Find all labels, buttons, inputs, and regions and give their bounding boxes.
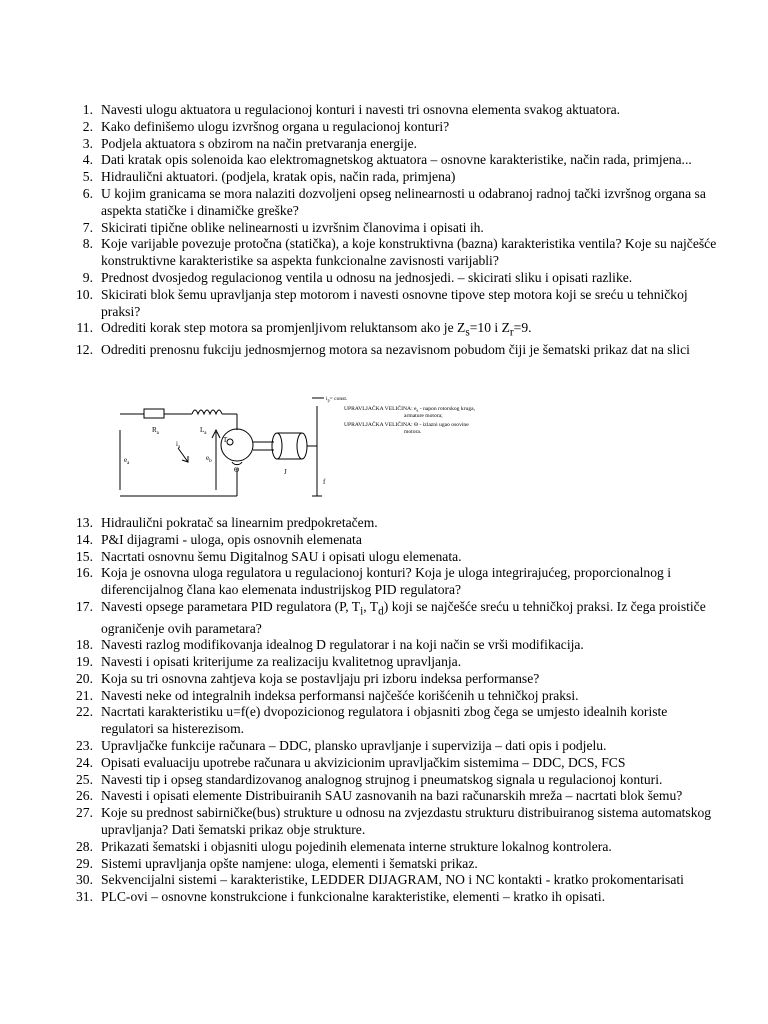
question-text: Navesti ulogu aktuatora u regulacionoj konturi i navesti tri osnovna elementa svakog aktuatora. [101, 102, 621, 117]
question-text: Prednost dvosjedog regulacionog ventila u odnosu na jednosjedi. – skicirati sliku i opisati razlike. [101, 269, 633, 285]
question-text: Dati kratak opis solenoida kao elektromagnetskog aktuatora – osnovne karakteristike, način rada, primjena... [101, 152, 692, 168]
question-item [0, 236, 721, 270]
question-text: Nacrtati karakteristiku u=f(e) dvopozicionog regulatora i objasniti zbog čega se umjesto idealnih koriste regulatori sa histerezisom. [101, 704, 668, 737]
question-number: 28. [76, 838, 93, 854]
question-item [0, 637, 721, 654]
question-item [0, 515, 721, 532]
question-item [0, 287, 721, 321]
question-number: 17. [76, 598, 93, 614]
question-text-part: Navesti opsege parametara PID regulatora (P, T [101, 598, 361, 614]
label-j: J [284, 468, 287, 476]
question-text: Koje varijable povezuje protočna (statička), a koje konstruktivna (bazna) karakteristika ventila? Koje su najčešće konstruktivne karakteristike sa aspekta funkcionalne zavisnosti varijabli? [101, 236, 717, 269]
question-number: 18. [76, 637, 93, 653]
question-list-bottom [0, 515, 721, 906]
subscript: s [465, 327, 470, 340]
question-item [0, 805, 721, 839]
question-number: 20. [76, 670, 93, 686]
question-number: 5. [82, 169, 93, 185]
label-theta: Θ [234, 466, 240, 474]
question-item [0, 654, 721, 671]
subscript: r [509, 327, 514, 340]
question-number: 29. [76, 855, 93, 871]
question-item [0, 102, 721, 119]
question-number: 13. [76, 515, 93, 530]
question-item [0, 872, 721, 889]
question-number: 8. [82, 236, 93, 252]
dc-motor-schematic-svg [112, 390, 542, 512]
question-number: 25. [76, 771, 93, 787]
label-eb: $e_b$ [206, 454, 212, 464]
label-const: $i_p=$ const. [326, 396, 348, 403]
question-number: 4. [82, 152, 93, 168]
question-number: 10. [76, 286, 93, 302]
motor-armature [221, 429, 253, 461]
question-text: Navesti i opisati kriterijume za realizaciju kvalitetnog upravljanja. [101, 654, 462, 670]
question-number: 2. [82, 118, 93, 134]
question-list-top [0, 102, 721, 359]
question-text: Skicirati tipične oblike nelinearnosti u izvršnim članovima i opisati ih. [101, 219, 484, 235]
question-number: 27. [76, 805, 93, 821]
label-control-2: UPRAVLJAČKA VELIČINA: Θ - izlazni ugao osovine [344, 422, 469, 428]
label-control-2-cont: motora. [404, 429, 422, 435]
question-item [0, 342, 721, 359]
question-number: 26. [76, 788, 93, 804]
question-text: P&I dijagrami - uloga, opis osnovnih elemenata [101, 531, 362, 547]
question-item [0, 704, 721, 738]
question-text: Koja su tri osnovna zahtjeva koja se postavljaju pri izboru indeksa performanse? [101, 670, 540, 686]
question-number: 1. [82, 102, 93, 117]
question-number: 3. [82, 135, 93, 151]
question-number: 15. [76, 548, 93, 564]
question-text-part: =9. [513, 320, 532, 336]
question-text: PLC-ovi – osnovne konstrukcione i funkcionalne karakteristike, elementi – kratko ih opisati. [101, 889, 605, 905]
question-item [0, 119, 721, 136]
question-text [101, 599, 721, 637]
question-item [0, 549, 721, 566]
label-ra: $R_a$ [152, 426, 159, 436]
question-item [0, 152, 721, 169]
question-item [0, 772, 721, 789]
question-text: Odrediti prenosnu fukciju jednosmjernog motora sa nezavisnom pobudom čiji je šematski prikaz dat na slici [101, 341, 690, 357]
question-number: 11. [76, 320, 93, 336]
question-number: 19. [76, 654, 93, 670]
question-number: 7. [82, 219, 93, 235]
question-text: Kako definišemo ulogu izvršnog organa u regulacionoj konturi? [101, 118, 450, 134]
question-item [0, 856, 721, 873]
question-text: Navesti neke od integralnih indeksa performansi najčešće korišćenih u tehničkoj praksi. [101, 687, 579, 703]
load-inertia [297, 433, 307, 459]
question-text: U kojim granicama se mora nalaziti dozvoljeni opseg nelinearnosti u odabranoj radnoj tački izvršnog organa sa aspekta statičke i dinamičke greške? [101, 185, 706, 218]
question-item [0, 270, 721, 287]
label-control-1: UPRAVLJAČKA VELIČINA: $e_a$ - napon rotorskog kruga, [344, 406, 475, 413]
question-text: Upravljačke funkcije računara – DDC, plansko upravljanje i supervizija – dati opis i podjelu. [101, 738, 607, 754]
question-text: Nacrtati osnovnu šemu Digitalnog SAU i opisati ulogu elemenata. [101, 548, 462, 564]
question-item [0, 839, 721, 856]
label-ea: $e_a$ [124, 456, 130, 466]
question-item [0, 688, 721, 705]
subscript: d [378, 605, 384, 618]
question-number: 21. [76, 687, 93, 703]
question-item [0, 320, 721, 342]
question-number: 22. [76, 704, 93, 720]
question-item [0, 532, 721, 549]
question-number: 16. [76, 565, 93, 581]
question-item [0, 565, 721, 599]
question-item [0, 220, 721, 237]
question-text-part: ) koji se najčešće sreću u tehničkoj praksi. Iz čega proističe ograničenje ovih parametara? [101, 598, 706, 636]
label-f: f [323, 478, 326, 486]
question-text-part: Odrediti korak step motora sa promjenljivom reluktansom ako je Z [101, 320, 466, 336]
question-number: 12. [76, 341, 93, 357]
question-number: 24. [76, 754, 93, 770]
question-number: 6. [82, 185, 93, 201]
question-text: Koja je osnovna uloga regulatora u regulacionoj konturi? Koja je uloga integrirajućeg, proporcionalnog i diferencijalnog člana kao elemenata industrijskog PID regulatora? [101, 565, 672, 598]
question-text: Prikazati šematski i objasniti ulogu pojedinih elemenata interne strukture lokalnog kontrolera. [101, 838, 612, 854]
question-text: Sistemi upravljanja opšte namjene: uloga, elementi i šematski prikaz. [101, 855, 478, 871]
dc-motor-schematic [112, 390, 542, 512]
question-text: Hidraulični pokratač sa linearnim predpokretačem. [101, 515, 378, 530]
subscript: i [360, 605, 364, 618]
question-text: Navesti razlog modifikovanja idealnog D regulatorar i na koji način se vrši modifikacija. [101, 637, 584, 653]
question-item [0, 889, 721, 906]
question-text: Navesti tip i opseg standardizovanog analognog strujnog i pneumatskog signala u regulacionoj konturi. [101, 771, 663, 787]
question-number: 9. [82, 269, 93, 285]
question-item [0, 169, 721, 186]
question-text-part: =10 i Z [469, 320, 510, 336]
question-item [0, 738, 721, 755]
label-control-1-cont: armature motora; [404, 413, 443, 419]
question-text: Hidraulični aktuatori. (podjela, kratak opis, način rada, primjena) [101, 169, 456, 185]
question-text-part: , T [363, 598, 379, 614]
question-text: Navesti i opisati elemente Distribuiranih SAU zasnovanih na bazi računarskih mreža – nacrtati blok šemu? [101, 788, 683, 804]
question-item [0, 671, 721, 688]
question-item [0, 755, 721, 772]
question-number: 30. [76, 872, 93, 888]
question-text: Opisati evaluaciju upotrebe računara u akvizicionim upravljačkim sistemima – DDC, DCS, FCS [101, 754, 626, 770]
question-number: 23. [76, 738, 93, 754]
question-item [0, 186, 721, 220]
question-text: Sekvencijalni sistemi – karakteristike, LEDDER DIJAGRAM, NO i NC kontakti - kratko prokomentarisati [101, 872, 684, 888]
question-text [101, 320, 721, 342]
inductor-la [192, 410, 222, 414]
question-number: 31. [76, 889, 93, 905]
question-text: Skicirati blok šemu upravljanja step motorom i navesti osnovne tipove step motora koji se sreću u tehničkoj praksi? [101, 286, 688, 319]
question-item [0, 788, 721, 805]
label-ia: $i_a$ [176, 440, 181, 450]
question-text: Koje su prednost sabirničke(bus) strukture u odnosu na zvjezdastu strukturu distribuiranog sistema automatskog upravljanja? Dati šematski prikaz obje strukture. [101, 805, 712, 838]
question-text: Podjela aktuatora s obzirom na način pretvaranja energije. [101, 135, 418, 151]
question-number: 14. [76, 531, 93, 547]
label-la: $L_a$ [200, 426, 207, 436]
label-t: T [223, 436, 228, 444]
resistor-ra [144, 409, 164, 418]
question-item [0, 599, 721, 637]
question-item [0, 136, 721, 153]
